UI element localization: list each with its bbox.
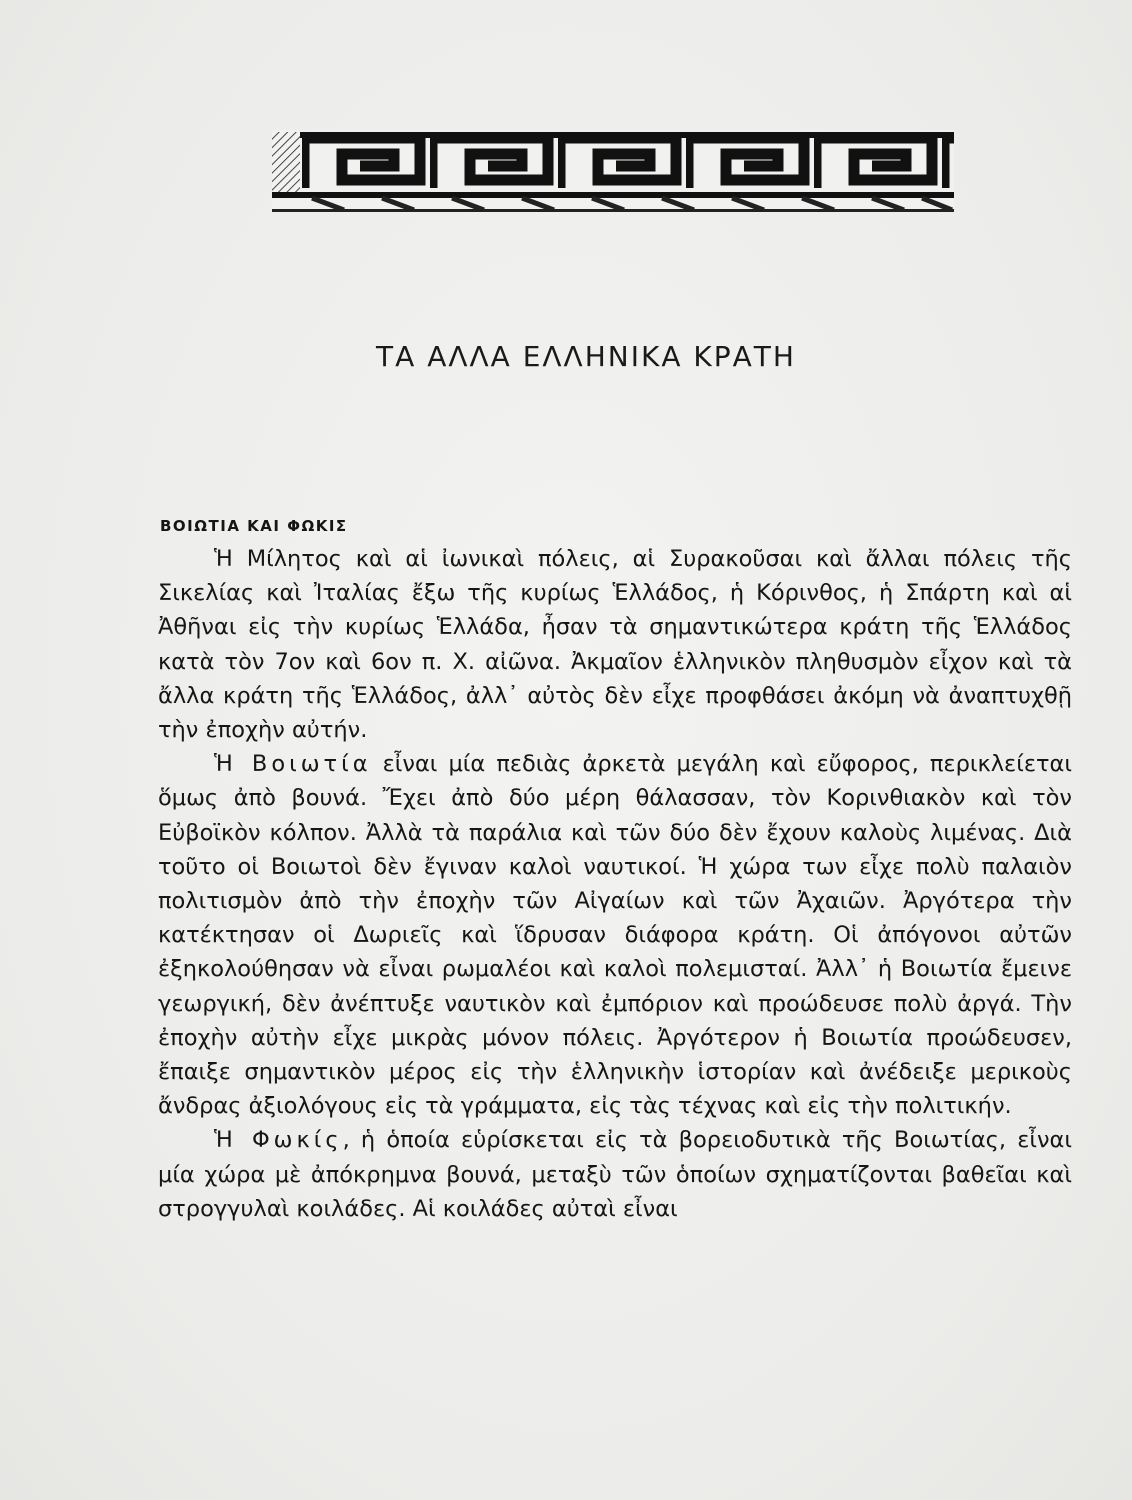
greek-key-meander-icon [272, 130, 954, 212]
body-text [158, 542, 1072, 1226]
paragraph-text: , ἡ ὁποία εὑρίσκεται εἰς τὰ βορειοδυτικὰ τῆς Βοιωτίας, εἶναι μία χώρα μὲ ἀπόκρημνα βουνά, μεταξὺ τῶν ὁποίων σχηματίζονται βαθεῖαι καὶ στρογγυλαὶ κοιλάδες. Αἱ κοιλάδες αὐταὶ εἶναι [158, 1127, 1072, 1222]
paragraph [158, 747, 1072, 1123]
paragraph [158, 542, 1072, 747]
page-title: ΤΑ ΑΛΛΑ ΕΛΛΗΝΙΚΑ ΚΡΑΤΗ [376, 340, 796, 373]
section-heading: ΒΟΙΩΤΙΑ ΚΑΙ ΦΩΚΙΣ [160, 517, 348, 535]
paragraph-lead: Ἡ Φωκίς [214, 1127, 343, 1154]
paragraph-lead: Ἡ Βοιωτία [214, 751, 372, 778]
paragraph [158, 1123, 1072, 1226]
paragraph-text: Ἡ Μίλητος καὶ αἱ ἰωνικαὶ πόλεις, αἱ Συρακοῦσαι καὶ ἄλλαι πόλεις τῆς Σικελίας καὶ Ἰταλίας ἔξω τῆς κυρίως Ἑλλάδος, ἡ Κόρινθος, ἡ Σπάρτη καὶ αἱ Ἀθῆναι εἰς τὴν κυρίως Ἑλλάδα, ἦσαν τὰ σημαντικώτερα κράτη τῆς Ἑλλάδος κατὰ τὸν 7ον καὶ 6ον π. Χ. αἰῶνα. Ἀκμαῖον ἑλληνικὸν πληθυσμὸν εἶχον καὶ τὰ ἄλλα κράτη τῆς Ἑλλάδος, ἀλλ᾽ αὐτὸς δὲν εἶχε προφθάσει ἀκόμη νὰ ἀναπτυχθῇ τὴν ἐποχὴν αὐτήν. [158, 546, 1072, 744]
paragraph-text: εἶναι μία πεδιὰς ἀρκετὰ μεγάλη καὶ εὔφορος, περικλείεται ὅμως ἀπὸ βουνά. Ἔχει ἀπὸ δύο μέρη θάλασσαν, τὸν Κορινθιακὸν καὶ τὸν Εὐβοϊκὸν κόλπον. Ἀλλὰ τὰ παράλια καὶ τῶν δύο δὲν ἔχουν καλοὺς λιμένας. Διὰ τοῦτο οἱ Βοιωτοὶ δὲν ἔγιναν καλοὶ ναυτικοί. Ἡ χώρα των εἶχε πολὺ παλαιὸν πολιτισμὸν ἀπὸ τὴν ἐποχὴν τῶν Αἰγαίων καὶ τῶν Ἀχαιῶν. Ἀργότερα τὴν κατέκτησαν οἱ Δωριεῖς καὶ ἵδρυσαν διάφορα κράτη. Οἱ ἀπόγονοι αὐτῶν ἐξηκολούθησαν νὰ εἶναι ρωμαλέοι καὶ καλοὶ πολεμισταί. Ἀλλ᾽ ἡ Βοιωτία ἔμεινε γεωργική, δὲν ἀνέπτυξε ναυτικὸν καὶ ἐμπόριον καὶ προώδευσε πολὺ ἀργά. Τὴν ἐποχὴν αὐτὴν εἶχε μικρὰς μόνον πόλεις. Ἀργότερον ἡ Βοιωτία προώδευσεν, ἔπαιξε σημαντικὸν μέρος εἰς τὴν ἑλληνικὴν ἱστορίαν καὶ ἀνέδειξε μερικοὺς ἄνδρας ἀξιολόγους εἰς τὰ γράμματα, εἰς τὰς τέχνας καὶ εἰς τὴν πολιτικήν. [158, 751, 1072, 1120]
